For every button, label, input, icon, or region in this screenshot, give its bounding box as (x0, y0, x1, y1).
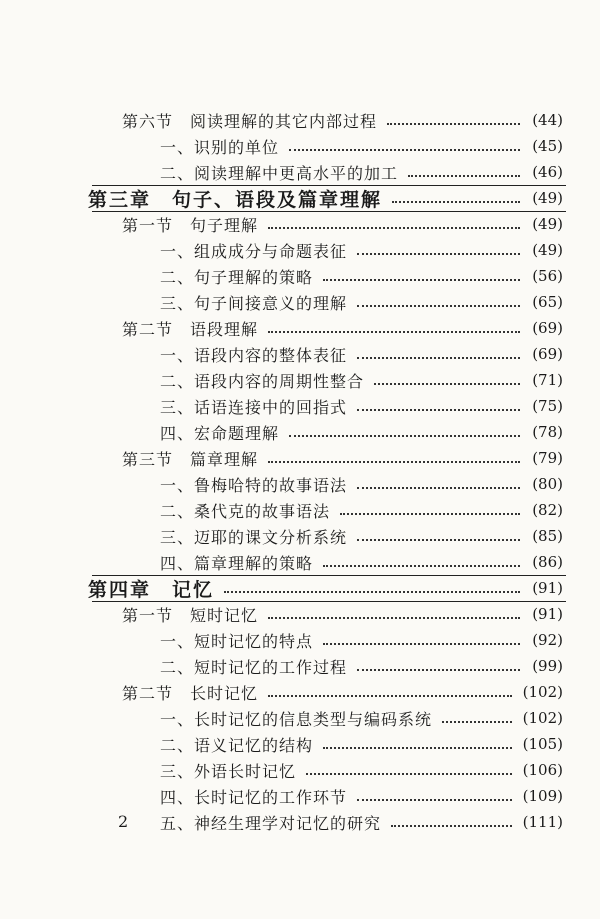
toc-entry-label: 二、桑代克的故事语法 (160, 501, 331, 521)
dot-leader (268, 617, 520, 619)
toc-entry-page: (105) (522, 735, 563, 753)
toc-entry-page: (92) (532, 631, 563, 649)
dot-leader (340, 513, 520, 515)
toc-entry-label: 第一节 句子理解 (122, 215, 259, 235)
page-number: 2 (118, 812, 129, 831)
toc-entry-item (0, 549, 600, 575)
toc-entry-label: 一、短时记忆的特点 (160, 631, 314, 651)
toc-entry-page: (78) (532, 423, 563, 441)
toc-entry-page: (111) (522, 813, 563, 831)
toc-entry-page: (45) (532, 137, 563, 155)
toc-entry-page: (71) (532, 371, 563, 389)
chapter-rule (92, 185, 566, 186)
toc-entry-item (0, 159, 600, 185)
toc-entry-item (0, 393, 600, 419)
toc-entry-label: 三、句子间接意义的理解 (160, 293, 348, 313)
toc-entry-label: 五、神经生理学对记忆的研究 (160, 813, 382, 833)
dot-leader (289, 149, 520, 151)
toc-entry-section (0, 445, 600, 471)
toc-entry-page: (49) (532, 241, 563, 259)
dot-leader (268, 227, 520, 229)
toc-entry-label: 一、鲁梅哈特的故事语法 (160, 475, 348, 495)
toc-entry-page: (91) (532, 605, 563, 623)
toc-entry-page: (79) (532, 449, 563, 467)
dot-leader (357, 539, 520, 541)
dot-leader (268, 331, 520, 333)
toc-entry-item (0, 809, 600, 835)
toc-entry-page: (44) (532, 111, 563, 129)
toc-entry-page: (69) (532, 319, 563, 337)
toc-entry-item (0, 237, 600, 263)
toc-entry-item (0, 471, 600, 497)
toc-entry-page: (109) (522, 787, 563, 805)
toc-entry-item (0, 731, 600, 757)
toc-entry-label: 一、长时记忆的信息类型与编码系统 (160, 709, 433, 729)
toc-entry-item (0, 783, 600, 809)
toc-entry-item (0, 263, 600, 289)
toc-entry-chapter (0, 575, 600, 601)
dot-leader (224, 591, 520, 593)
toc-entry-page: (69) (532, 345, 563, 363)
toc-entry-page: (82) (532, 501, 563, 519)
toc-entry-page: (49) (532, 215, 563, 233)
toc-entry-label: 二、语义记忆的结构 (160, 735, 314, 755)
toc-entry-section (0, 211, 600, 237)
dot-leader (392, 201, 520, 203)
toc-entry-label: 四、长时记忆的工作环节 (160, 787, 348, 807)
dot-leader (357, 253, 520, 255)
toc-entry-item (0, 289, 600, 315)
chapter-rule (92, 575, 566, 576)
toc-entry-label: 二、语段内容的周期性整合 (160, 371, 365, 391)
toc-entry-page: (102) (522, 709, 563, 727)
dot-leader (387, 123, 520, 125)
toc-entry-section (0, 107, 600, 133)
toc-entry-section (0, 315, 600, 341)
toc-entry-label: 第六节 阅读理解的其它内部过程 (122, 111, 378, 131)
dot-leader (408, 175, 520, 177)
toc-entry-item (0, 497, 600, 523)
dot-leader (357, 487, 520, 489)
toc-entry-label: 三、迈耶的课文分析系统 (160, 527, 348, 547)
toc-entry-label: 第二节 长时记忆 (122, 683, 259, 703)
dot-leader (357, 305, 520, 307)
toc-entry-item (0, 705, 600, 731)
toc-entry-item (0, 341, 600, 367)
toc-entry-label: 二、句子理解的策略 (160, 267, 314, 287)
toc-entry-label: 三、话语连接中的回指式 (160, 397, 348, 417)
dot-leader (357, 357, 520, 359)
toc-entry-page: (80) (532, 475, 563, 493)
dot-leader (289, 435, 520, 437)
toc-entry-page: (91) (532, 579, 563, 597)
dot-leader (357, 669, 520, 671)
toc-entry-label: 第四章 记忆 (88, 578, 215, 601)
toc-entry-page: (106) (522, 761, 563, 779)
dot-leader (268, 461, 520, 463)
toc-entry-item (0, 653, 600, 679)
toc-entry-page: (102) (522, 683, 563, 701)
dot-leader (268, 695, 512, 697)
toc-entry-label: 一、识别的单位 (160, 137, 280, 157)
toc-entry-page: (86) (532, 553, 563, 571)
toc-entry-label: 三、外语长时记忆 (160, 761, 297, 781)
dot-leader (323, 279, 520, 281)
toc-entry-label: 四、篇章理解的策略 (160, 553, 314, 573)
dot-leader (442, 721, 512, 723)
dot-leader (323, 643, 520, 645)
dot-leader (391, 825, 512, 827)
toc-entry-label: 第一节 短时记忆 (122, 605, 259, 625)
toc-entry-section (0, 601, 600, 627)
toc-entry-item (0, 757, 600, 783)
toc-entry-item (0, 523, 600, 549)
toc-entry-page: (99) (532, 657, 563, 675)
toc-entry-label: 四、宏命题理解 (160, 423, 280, 443)
toc-entry-label: 第二节 语段理解 (122, 319, 259, 339)
toc-entry-label: 二、短时记忆的工作过程 (160, 657, 348, 677)
toc-entry-label: 第三章 句子、语段及篇章理解 (88, 188, 383, 211)
toc-entry-page: (75) (532, 397, 563, 415)
dot-leader (357, 409, 520, 411)
toc-entry-label: 一、组成成分与命题表征 (160, 241, 348, 261)
toc-entry-page: (65) (532, 293, 563, 311)
dot-leader (323, 747, 512, 749)
toc-entry-page: (49) (532, 189, 563, 207)
toc-entry-page: (56) (532, 267, 563, 285)
toc-entry-chapter (0, 185, 600, 211)
toc-entry-page: (46) (532, 163, 563, 181)
toc-entry-label: 二、阅读理解中更高水平的加工 (160, 163, 399, 183)
toc-entry-item (0, 419, 600, 445)
toc-entry-section (0, 679, 600, 705)
dot-leader (323, 565, 520, 567)
toc-entry-item (0, 133, 600, 159)
toc-entry-item (0, 627, 600, 653)
dot-leader (374, 383, 520, 385)
toc-entry-label: 一、语段内容的整体表征 (160, 345, 348, 365)
toc-entry-label: 第三节 篇章理解 (122, 449, 259, 469)
toc-entry-page: (85) (532, 527, 563, 545)
dot-leader (357, 799, 512, 801)
dot-leader (306, 773, 512, 775)
toc-entry-item (0, 367, 600, 393)
